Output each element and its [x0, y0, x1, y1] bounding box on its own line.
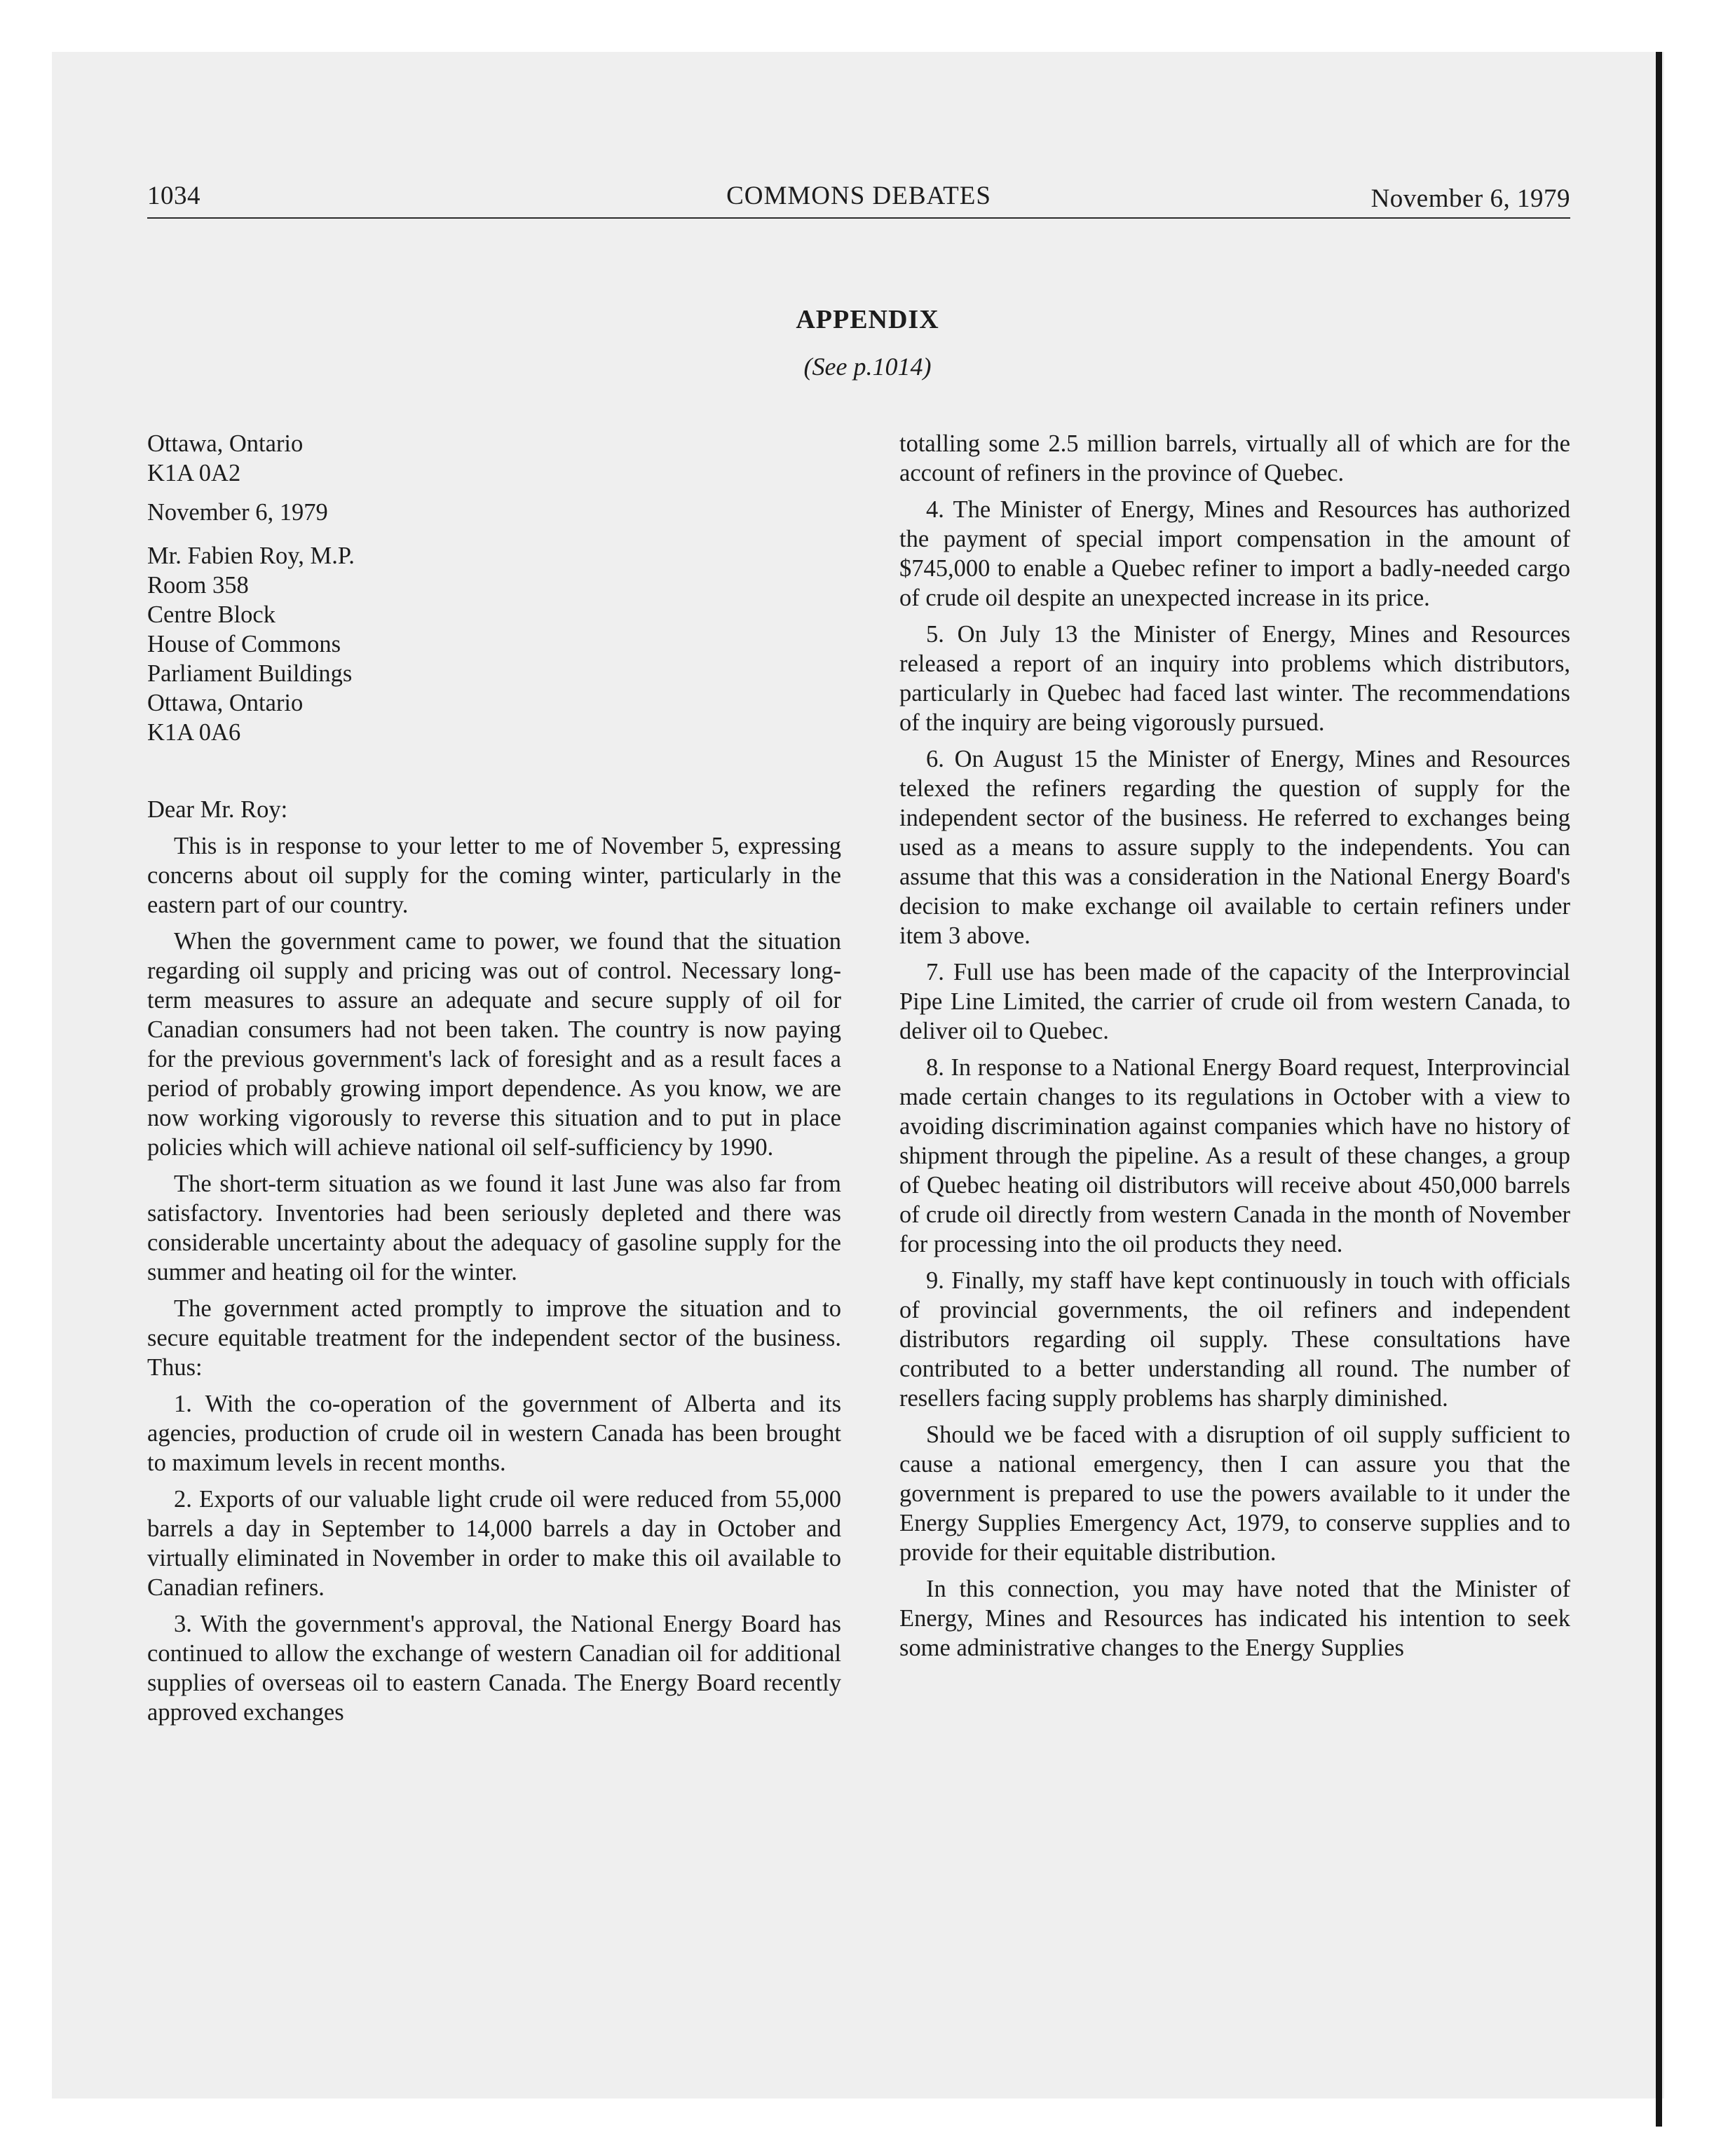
publication-title: COMMONS DEBATES: [726, 182, 991, 210]
letter-date: November 6, 1979: [147, 499, 328, 526]
recipient-address-line: Parliament Buildings: [147, 660, 353, 687]
numbered-item: 8. In response to a National Energy Board request, Interprovincial made certain changes to its regulations in October with a view to avoiding discrimination against companies which have no history of shipment through the pipeline. As a result of these changes, a group of Quebec heating oil distributors will receive about 450,000 barrels of crude oil directly from western Canada in the month of November for processing into the oil products they need.: [899, 1054, 1570, 1257]
header-rule: [147, 217, 1570, 219]
recipient-address-line: Ottawa, Ontario: [147, 690, 304, 716]
numbered-item: 3. With the government's approval, the National Energy Board has continued to allow the exchange of western Canadian oil for additional supplies of overseas oil to eastern Canada. The Energy Board recently approved exchanges: [147, 1611, 841, 1726]
recipient-address-line: Mr. Fabien Roy, M.P.: [147, 543, 355, 569]
numbered-item: 9. Finally, my staff have kept continuously in touch with officials of provincial governments, the oil refiners and independent distributors regarding oil supply. These consultations have contributed to a better understanding all round. The number of resellers facing supply problems has sharply diminished.: [899, 1267, 1570, 1412]
continued-item: totalling some 2.5 million barrels, virtually all of which are for the account of refiners in the province of Quebec.: [899, 430, 1570, 486]
recipient-address-line: House of Commons: [147, 631, 341, 657]
body-paragraph: The short-term situation as we found it last June was also far from satisfactory. Inventories had been seriously depleted and there was considerable uncertainty about the adequacy of gasoline supply for the summer and heating oil for the winter.: [147, 1171, 841, 1285]
numbered-item: 7. Full use has been made of the capacity of the Interprovincial Pipe Line Limited, the carrier of crude oil from western Canada, to deliver oil to Quebec.: [899, 959, 1570, 1044]
left-column: [147, 429, 841, 1734]
sender-address-line: Ottawa, Ontario: [147, 430, 304, 457]
running-header: [147, 181, 1570, 220]
page-number: 1034: [147, 182, 200, 210]
body-paragraph: Should we be faced with a disruption of oil supply sufficient to cause a national emergency, then I can assure you that the government is prepared to use the powers available to it under the Energy Supplies Emergency Act, 1979, to conserve supplies and to provide for their equitable distribution.: [899, 1421, 1570, 1566]
sender-address-line: K1A 0A2: [147, 460, 241, 486]
body-paragraph: The government acted promptly to improve the situation and to secure equitable treatment for the independent sector of the business. Thus:: [147, 1295, 841, 1381]
numbered-item: 5. On July 13 the Minister of Energy, Mines and Resources released a report of an inquiry into problems which distributors, particularly in Quebec had faced last winter. The recommendations of the inquiry are being vigorously pursued.: [899, 621, 1570, 736]
appendix-title: APPENDIX: [796, 305, 939, 334]
numbered-item: 1. With the co-operation of the government of Alberta and its agencies, production of crude oil in western Canada has been brought to maximum levels in recent months.: [147, 1391, 841, 1476]
body-paragraph: This is in response to your letter to me of November 5, expressing concerns about oil supply for the coming winter, particularly in the eastern part of our country.: [147, 833, 841, 918]
right-column: [899, 429, 1570, 1670]
numbered-item: 2. Exports of our valuable light crude oil were reduced from 55,000 barrels a day in September to 14,000 barrels a day in October and virtually eliminated in November in order to make this oil available to Canadian refiners.: [147, 1486, 841, 1601]
salutation: Dear Mr. Roy:: [147, 796, 288, 823]
numbered-item: 4. The Minister of Energy, Mines and Resources has authorized the payment of special import compensation in the amount of $745,000 to enable a Quebec refiner to import a badly-needed cargo of crude oil despite an unexpected increase in its price.: [899, 496, 1570, 611]
appendix-reference: (See p.1014): [803, 353, 932, 381]
body-paragraph: When the government came to power, we found that the situation regarding oil supply and pricing was out of control. Necessary long-term measures to assure an adequate and secure supply of oil for Canadian consumers had not been taken. The country is now paying for the previous government's lack of foresight and as a result faces a period of probably growing import dependence. As you know, we are now working vigorously to reverse this situation and to put in place policies which will achieve national oil self-sufficiency by 1990.: [147, 928, 841, 1161]
header-date: November 6, 1979: [1370, 184, 1570, 213]
numbered-item: 6. On August 15 the Minister of Energy, Mines and Resources telexed the refiners regarding the question of supply for the independent sector of the business. He referred to exchanges being used as a means to assure supply to the independents. You can assume that this was a consideration in the National Energy Board's decision to make exchange oil available to certain refiners under item 3 above.: [899, 746, 1570, 949]
recipient-address-line: Centre Block: [147, 601, 275, 628]
recipient-address-line: K1A 0A6: [147, 719, 241, 746]
body-paragraph: In this connection, you may have noted that the Minister of Energy, Mines and Resources has indicated his intention to seek some administrative changes to the Energy Supplies: [899, 1576, 1570, 1661]
recipient-address-line: Room 358: [147, 572, 249, 599]
